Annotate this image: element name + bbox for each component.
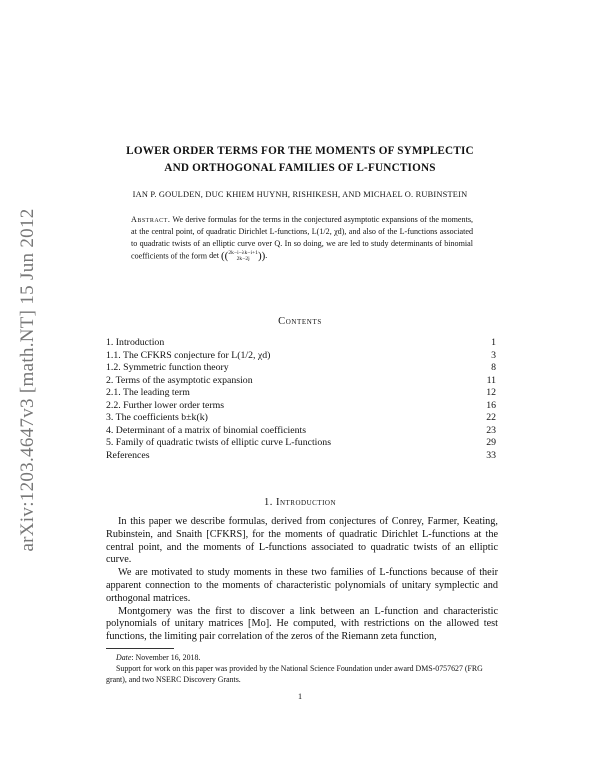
footnote-rule xyxy=(106,648,174,649)
toc-item-page: 8 xyxy=(491,362,496,373)
toc-item[interactable] xyxy=(106,437,496,450)
footnote-date-label: Date xyxy=(116,653,132,662)
title-line-1: LOWER ORDER TERMS FOR THE MOMENTS OF SYMPLECTIC xyxy=(126,145,474,157)
formula-period: . xyxy=(265,251,268,261)
toc-item[interactable] xyxy=(106,375,496,388)
toc-item[interactable] xyxy=(106,400,496,413)
toc-item-label: 1. Introduction xyxy=(106,337,165,348)
footnotes xyxy=(106,652,498,686)
toc-item[interactable] xyxy=(106,450,496,463)
abstract xyxy=(131,214,473,263)
toc-item-label: 2. Terms of the asymptotic expansion xyxy=(106,374,253,386)
author-list: IAN P. GOULDEN, DUC KHIEM HUYNH, RISHIKESH, AND MICHAEL O. RUBINSTEIN xyxy=(132,190,468,199)
toc-item[interactable] xyxy=(106,337,496,350)
arxiv-sidebar-stamp xyxy=(8,180,48,580)
toc-item-page: 33 xyxy=(486,449,496,461)
table-of-contents xyxy=(106,337,496,462)
toc-item-label: References xyxy=(106,449,150,461)
body-text xyxy=(106,516,498,644)
toc-item-label: 3. The coefficients b±k(k) xyxy=(106,412,208,423)
toc-item-page: 23 xyxy=(486,424,496,436)
abstract-label: Abstract. xyxy=(131,215,171,224)
abstract-text: We derive formulas for the terms in the conjectured asymptotic expansions of the moments, at the central point, of quadratic Dirichlet L-functions, L(1/2, χd), and also of the L-functions associated to quadratic twists of an elliptic curve over Q. In so doing, we are led to study determinants of binomial coefficients of the form xyxy=(131,215,473,261)
toc-item[interactable] xyxy=(106,350,496,363)
paper-title xyxy=(80,143,520,177)
section-heading-introduction: 1. Introduction xyxy=(263,497,337,508)
body-paragraph: We are motivated to study moments in these two families of L-functions because of their apparent connection to the moments of characteristic polynomials of unitary symplectic and orthogonal matrices. xyxy=(106,567,498,604)
toc-item-page: 1 xyxy=(491,337,496,348)
footnote-support: Support for work on this paper was provided by the National Science Foundation under award DMS-0757627 (FRG grant), and two NSERC Discovery Grants. xyxy=(106,664,483,685)
formula-det: det xyxy=(209,251,219,261)
toc-item-label: 5. Family of quadratic twists of elliptic curve L-functions xyxy=(106,437,332,448)
toc-item-page: 11 xyxy=(486,374,496,386)
toc-item[interactable] xyxy=(106,387,496,400)
arxiv-identifier: arXiv:1203.4647v3 [math.NT] 15 Jun 2012 xyxy=(17,208,38,552)
footnote-date xyxy=(106,652,498,663)
toc-item-page: 29 xyxy=(486,437,496,448)
toc-heading: Contents xyxy=(278,316,322,327)
toc-item-label: 2.1. The leading term xyxy=(106,387,190,398)
toc-item-label: 4. Determinant of a matrix of binomial coefficients xyxy=(106,424,307,436)
body-paragraph: In this paper we describe formulas, derived from conjectures of Conrey, Farmer, Keating, Rubinstein, and Snaith [CFKRS], for the moments of quadratic Dirichlet L-functions at the central point, and the moments of L-functions associated to quadratic twists of an elliptic curve. xyxy=(106,516,498,566)
toc-item[interactable] xyxy=(106,425,496,438)
page-number: 1 xyxy=(297,692,303,701)
footnote-date-value: : November 16, 2018. xyxy=(131,653,201,662)
toc-item-page: 12 xyxy=(486,387,496,398)
toc-item-label: 1.2. Symmetric function theory xyxy=(106,362,229,373)
body-paragraph: Montgomery was the first to discover a link between an L-function and characteristic polynomials of unitary matrices [Mo]. He computed, with restrictions on the allowed test functions, the limiting pair correlation of the zeros of the Riemann zeta function, xyxy=(106,605,498,643)
formula-bottom: 2k−2j xyxy=(236,256,250,263)
toc-item-label: 1.1. The CFKRS conjecture for L(1/2, χd) xyxy=(106,349,271,361)
toc-item-page: 16 xyxy=(486,399,496,411)
toc-item-page: 22 xyxy=(486,412,496,423)
toc-item-page: 3 xyxy=(491,349,496,361)
toc-item-label: 2.2. Further lower order terms xyxy=(106,399,225,411)
toc-item[interactable] xyxy=(106,362,496,375)
formula-top: 2k−i−λk−i+1 xyxy=(228,250,258,256)
toc-item[interactable] xyxy=(106,412,496,425)
title-line-2: AND ORTHOGONAL FAMILIES OF L-FUNCTIONS xyxy=(164,162,436,174)
abstract-formula: det (( 2k−i−λk−i+1 2k−2j )). xyxy=(209,250,268,263)
